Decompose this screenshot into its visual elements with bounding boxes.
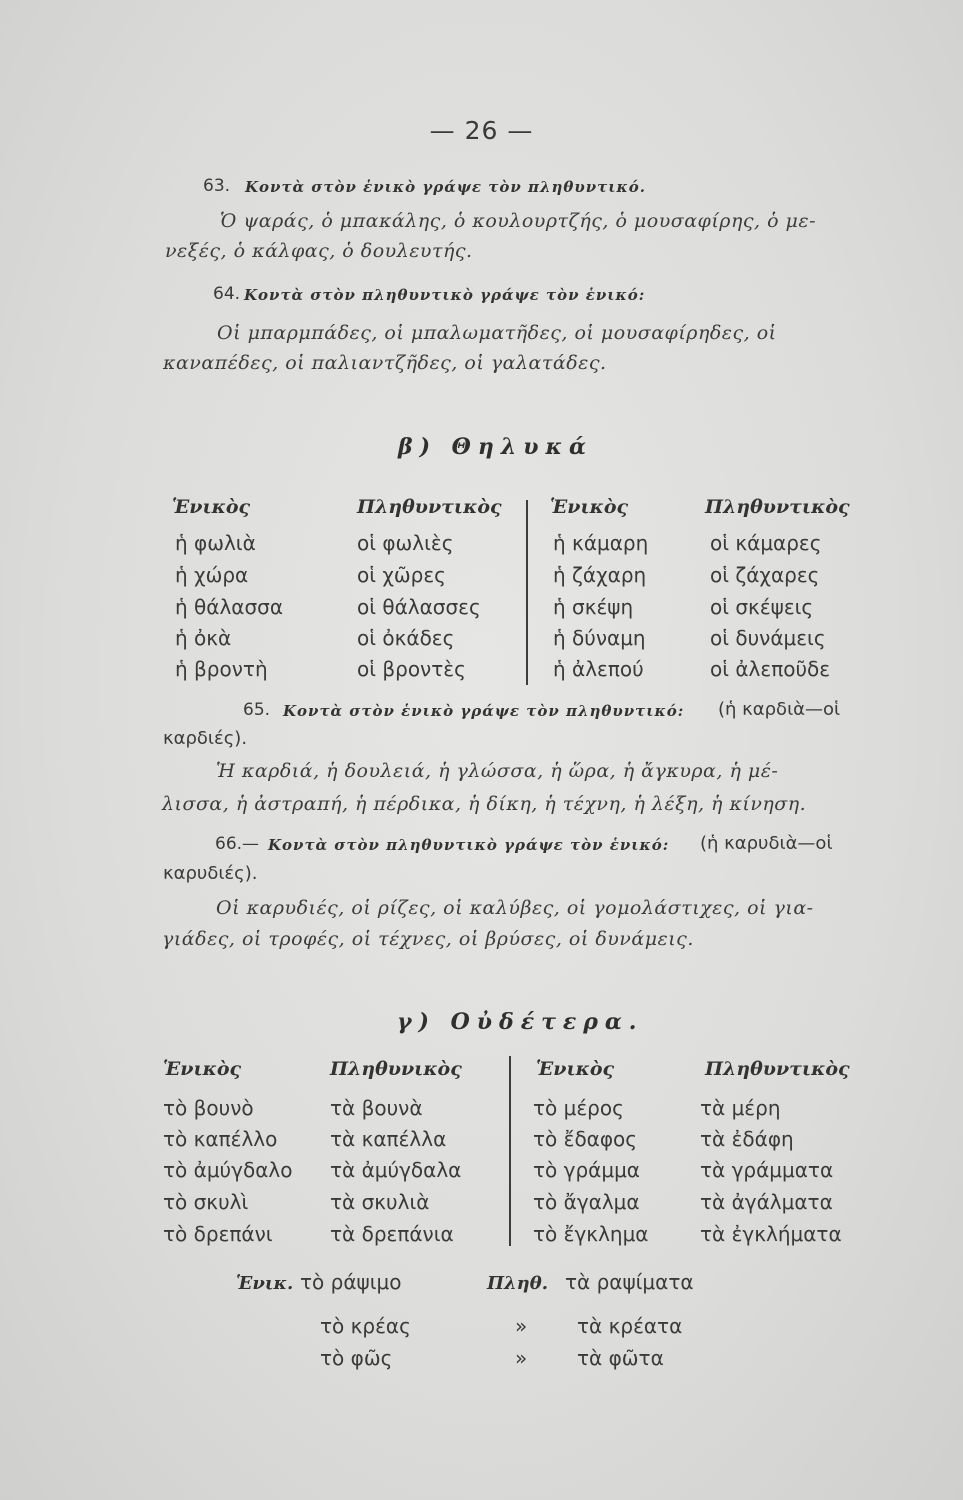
exercise-example: καρδιές).	[163, 728, 248, 749]
exercise-text-line: Ἡ καρδιά, ἡ δουλειά, ἡ γλώσσα, ἡ ὥρα, ἡ ἄγκυρα, ἡ μέ-	[216, 760, 779, 782]
table-cell: τὰ ἐγκλήματα	[700, 1222, 842, 1246]
table-cell: τὰ καπέλλα	[330, 1127, 447, 1151]
table-cell: τὸ ἔγκλημα	[533, 1222, 649, 1246]
table-cell: τὸ βουνὸ	[163, 1096, 254, 1120]
table-cell: τὰ ραψίματα	[565, 1270, 694, 1294]
ditto-mark: »	[515, 1314, 528, 1338]
table-cell: τὸ δρεπάνι	[163, 1222, 273, 1246]
exercise-text-line: λισσα, ἡ ἀστραπή, ἡ πέρδικα, ἡ δίκη, ἡ τέχνη, ἡ λέξη, ἡ κίνηση.	[162, 793, 807, 815]
exercise-text-line: Ὁ ψαράς, ὁ μπακάλης, ὁ κουλουρτζής, ὁ μουσαφίρης, ὁ με-	[220, 210, 817, 232]
column-header-plural: Πληθυντικὸς	[705, 496, 850, 518]
exercise-number: 65.	[243, 700, 271, 720]
table-cell: τὸ ἀμύγδαλο	[163, 1158, 293, 1182]
table-cell: οἱ κάμαρες	[710, 531, 822, 555]
exercise-number: 66.—	[215, 834, 260, 854]
table-cell: τὰ ἐδάφη	[700, 1127, 794, 1151]
section-heading: γ) Οὐδέτερα.	[397, 1009, 644, 1035]
table-cell: ἡ κάμαρη	[553, 531, 649, 555]
table-cell: οἱ βροντὲς	[357, 657, 466, 681]
table-cell: οἱ δυνάμεις	[710, 626, 826, 650]
table-cell: τὸ μέρος	[533, 1096, 624, 1120]
exercise-instruction: Κοντὰ στὸν ἑνικὸ γράψε τὸν πληθυντικό.	[245, 178, 647, 196]
column-header-singular: Ἑνικὸς	[172, 496, 251, 518]
table-cell: οἱ φωλιὲς	[357, 531, 454, 555]
table-cell: τὰ μέρη	[700, 1096, 781, 1120]
table-cell: τὸ ἔδαφος	[533, 1127, 638, 1151]
table-cell: τὸ ἄγαλμα	[533, 1190, 640, 1214]
column-divider	[509, 1056, 511, 1246]
table-cell: τὸ φῶς	[320, 1346, 393, 1370]
column-header-plural: Πληθυντικὸς	[705, 1058, 850, 1080]
exercise-number: 64.	[213, 284, 241, 304]
column-header-singular: Ἑνικὸς	[163, 1058, 242, 1080]
exercise-text-line: καναπέδες, οἱ παλιαντζῆδες, οἱ γαλατάδες.	[163, 352, 607, 374]
table-cell: ἡ ὀκὰ	[175, 626, 232, 650]
table-cell: οἱ ἀλεποῦδε	[710, 657, 831, 681]
table-cell: τὸ γράμμα	[533, 1158, 640, 1182]
exercise-instruction: Κοντὰ στὸν πληθυντικὸ γράψε τὸν ἑνικό:	[268, 836, 670, 854]
exercise-instruction: Κοντὰ στὸν ἑνικὸ γράψε τὸν πληθυντικό:	[283, 702, 685, 720]
table-cell: ἡ σκέψη	[553, 595, 634, 619]
singular-label: Ἑνικ.	[236, 1273, 294, 1294]
table-cell: ἡ δύναμη	[553, 626, 646, 650]
ditto-mark: »	[515, 1346, 528, 1370]
table-cell: οἱ ὀκάδες	[357, 626, 455, 650]
table-cell: τὰ γράμματα	[700, 1158, 834, 1182]
table-cell: τὰ βουνὰ	[330, 1096, 423, 1120]
table-cell: τὸ ράψιμο	[300, 1270, 402, 1294]
table-cell: τὰ σκυλιὰ	[330, 1190, 430, 1214]
table-cell: τὰ κρέατα	[577, 1314, 683, 1338]
column-header-singular: Ἑνικὸς	[536, 1058, 615, 1080]
page-number: — 26 —	[429, 116, 534, 145]
table-cell: ἡ φωλιὰ	[175, 531, 256, 555]
table-cell: οἱ ζάχαρες	[710, 563, 820, 587]
section-heading: β) Θηλυκά	[398, 434, 593, 460]
table-cell: τὰ δρεπάνια	[330, 1222, 454, 1246]
exercise-instruction: Κοντὰ στὸν πληθυντικὸ γράψε τὸν ἑνικό:	[244, 286, 646, 304]
table-cell: ἡ ἀλεπού	[553, 657, 644, 681]
exercise-text-line: γιάδες, οἱ τροφές, οἱ τέχνες, οἱ βρύσες, οἱ δυνάμεις.	[162, 928, 694, 950]
column-header-singular: Ἑνικὸς	[550, 496, 629, 518]
table-cell: τὸ σκυλὶ	[163, 1190, 249, 1214]
table-cell: τὸ καπέλλο	[163, 1127, 278, 1151]
table-cell: τὸ κρέας	[320, 1314, 411, 1338]
exercise-text-line: νεξές, ὁ κάλφας, ὁ δουλευτής.	[165, 240, 473, 262]
table-cell: οἱ σκέψεις	[710, 595, 814, 619]
table-cell: ἡ βροντὴ	[175, 657, 268, 681]
exercise-number: 63.	[203, 176, 231, 196]
column-header-plural: Πληθυνικὸς	[330, 1058, 462, 1080]
table-cell: ἡ θάλασσα	[175, 595, 284, 619]
exercise-example: (ἡ καρδιὰ—οἱ	[718, 699, 841, 720]
table-cell: ἡ ζάχαρη	[553, 563, 647, 587]
column-header-plural: Πληθυντικὸς	[357, 496, 502, 518]
table-cell: τὰ ἀμύγδαλα	[330, 1158, 462, 1182]
exercise-example: (ἡ καρυδιὰ—οἱ	[700, 833, 833, 854]
exercise-example: καρυδιές).	[163, 863, 258, 884]
column-divider	[526, 500, 528, 685]
table-cell: ἡ χώρα	[175, 563, 249, 587]
exercise-text-line: Οἱ καρυδιές, οἱ ρίζες, οἱ καλύβες, οἱ γομολάστιχες, οἱ για-	[216, 897, 814, 919]
plural-label: Πληθ.	[487, 1273, 548, 1294]
table-cell: οἱ χῶρες	[357, 563, 446, 587]
exercise-text-line: Οἱ μπαρμπάδες, οἱ μπαλωματῆδες, οἱ μουσαφίρηδες, οἱ	[217, 322, 777, 344]
table-cell: τὰ ἀγάλματα	[700, 1190, 833, 1214]
table-cell: οἱ θάλασσες	[357, 595, 481, 619]
table-cell: τὰ φῶτα	[577, 1346, 664, 1370]
